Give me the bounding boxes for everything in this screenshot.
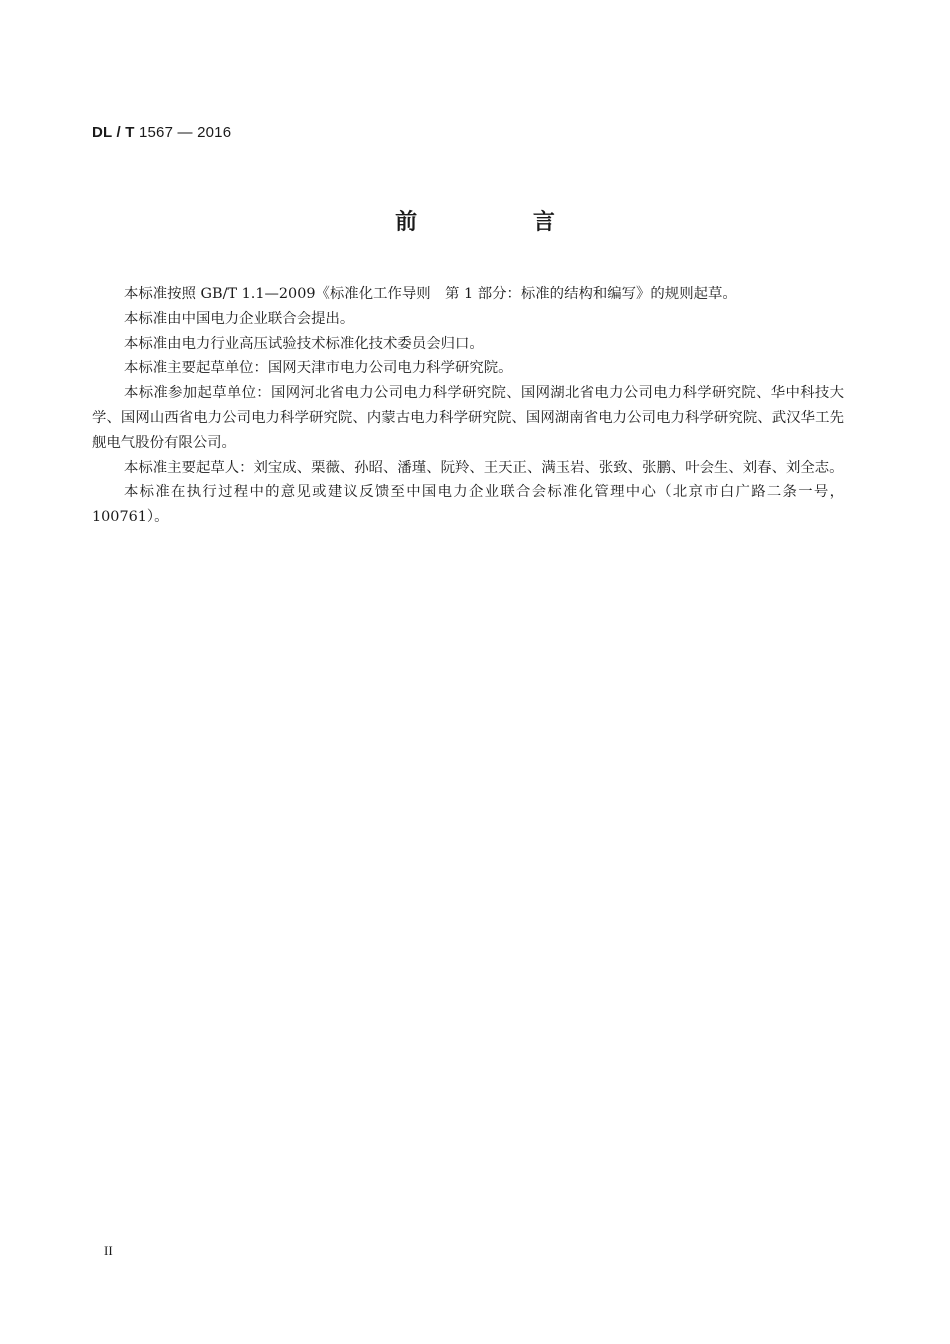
paragraph-feedback: 本标准在执行过程中的意见或建议反馈至中国电力企业联合会标准化管理中心（北京市白广路二条一号，100761）。 [92,484,844,526]
paragraph-participating-units: 本标准参加起草单位：国网河北省电力公司电力科学研究院、国网湖北省电力公司电力科学研究院、华中科技大学、国网山西省电力公司电力科学研究院、内蒙古电力科学研究院、国网湖南省电力公司电力科学研究院、武汉华工先舰电气股份有限公司。 [92,385,844,451]
paragraph-drafting-rules: 本标准按照 GB/T 1.1—2009《标准化工作导则 第 1 部分：标准的结构和编写》的规则起草。 [124,286,737,302]
standard-prefix: DL / T [92,124,135,141]
foreword-body [92,282,844,530]
paragraph-main-drafting-unit: 本标准主要起草单位：国网天津市电力公司电力科学研究院。 [124,360,513,377]
standard-number: 1567 — 2016 [138,124,232,141]
paragraph-main-drafters: 本标准主要起草人：刘宝成、栗薇、孙昭、潘瑾、阮羚、王天正、满玉岩、张致、张鹏、叶会生、刘春、刘全志。 [124,459,844,476]
page-number: II [104,1243,113,1258]
page-title: 前 言 [395,210,609,235]
paragraph-proposer: 本标准由中国电力企业联合会提出。 [124,310,355,327]
standard-code [92,124,231,141]
paragraph-centralized-by: 本标准由电力行业高压试验技术标准化技术委员会归口。 [124,335,484,352]
